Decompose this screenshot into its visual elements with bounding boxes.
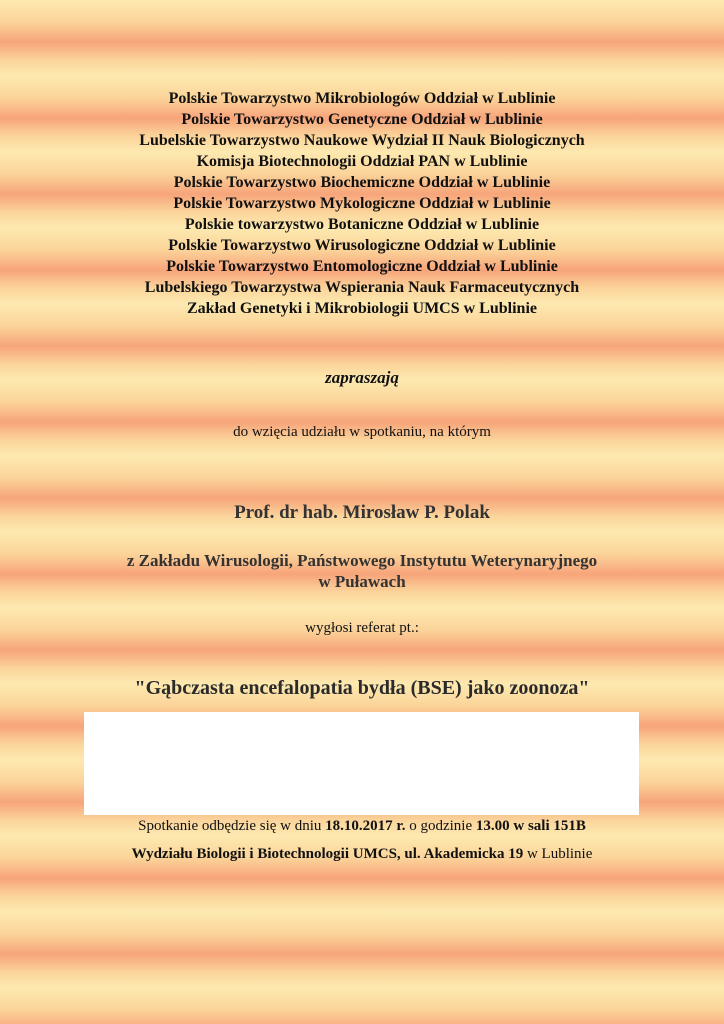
organizer-line: Polskie Towarzystwo Mykologiczne Oddział w Lublinie xyxy=(173,195,551,212)
meeting-time-prefix: o godzinie xyxy=(405,818,476,834)
speaker-name: Prof. dr hab. Mirosław P. Polak xyxy=(234,502,490,523)
organizer-line: Polskie towarzystwo Botaniczne Oddział w Lublinie xyxy=(184,216,540,233)
organizer-line: Lubelskiego Towarzystwa Wspierania Nauk Farmaceutycznych xyxy=(144,279,580,296)
organizer-line: Lubelskie Towarzystwo Naukowe Wydział II Nauk Biologicznych xyxy=(139,132,585,149)
organizer-line: Komisja Biotechnologii Oddział PAN w Lublinie xyxy=(196,153,528,170)
deliver-text: wygłosi referat pt.: xyxy=(305,620,419,636)
meeting-place xyxy=(0,846,724,863)
meeting-details xyxy=(0,818,724,835)
meeting-place-suffix: w Lublinie xyxy=(523,846,593,862)
organizer-line: Polskie Towarzystwo Entomologiczne Oddział w Lublinie xyxy=(166,258,558,275)
meeting-date: 18.10.2017 r. xyxy=(325,818,406,834)
organizer-line: Polskie Towarzystwo Biochemiczne Oddział w Lublinie xyxy=(173,174,551,191)
organizer-line: Polskie Towarzystwo Wirusologiczne Oddział w Lublinie xyxy=(168,237,556,254)
organizer-line: Zakład Genetyki i Mikrobiologii UMCS w Lublinie xyxy=(187,300,537,317)
intro-text: do wzięcia udziału w spotkaniu, na którym xyxy=(233,424,491,440)
invite-heading: zapraszają xyxy=(325,368,399,387)
organizer-line: Polskie Towarzystwo Genetyczne Oddział w Lublinie xyxy=(181,111,543,128)
organizers-list xyxy=(0,88,724,319)
meeting-place-name: Wydziału Biologii i Biotechnologii UMCS, ul. Akademicka 19 xyxy=(131,846,524,862)
blank-panel xyxy=(84,712,639,815)
meeting-prefix: Spotkanie odbędzie się w dniu xyxy=(138,818,326,834)
speaker-affiliation xyxy=(0,550,724,592)
talk-title: "Gąbczasta encefalopatia bydła (BSE) jako zoonoza" xyxy=(134,677,590,699)
affiliation-line-2: w Puławach xyxy=(318,572,406,591)
meeting-time-room: 13.00 w sali 151B xyxy=(475,818,586,834)
affiliation-line-1: z Zakładu Wirusologii, Państwowego Instytutu Weterynaryjnego xyxy=(126,551,598,570)
organizer-line: Polskie Towarzystwo Mikrobiologów Oddział w Lublinie xyxy=(168,90,556,107)
